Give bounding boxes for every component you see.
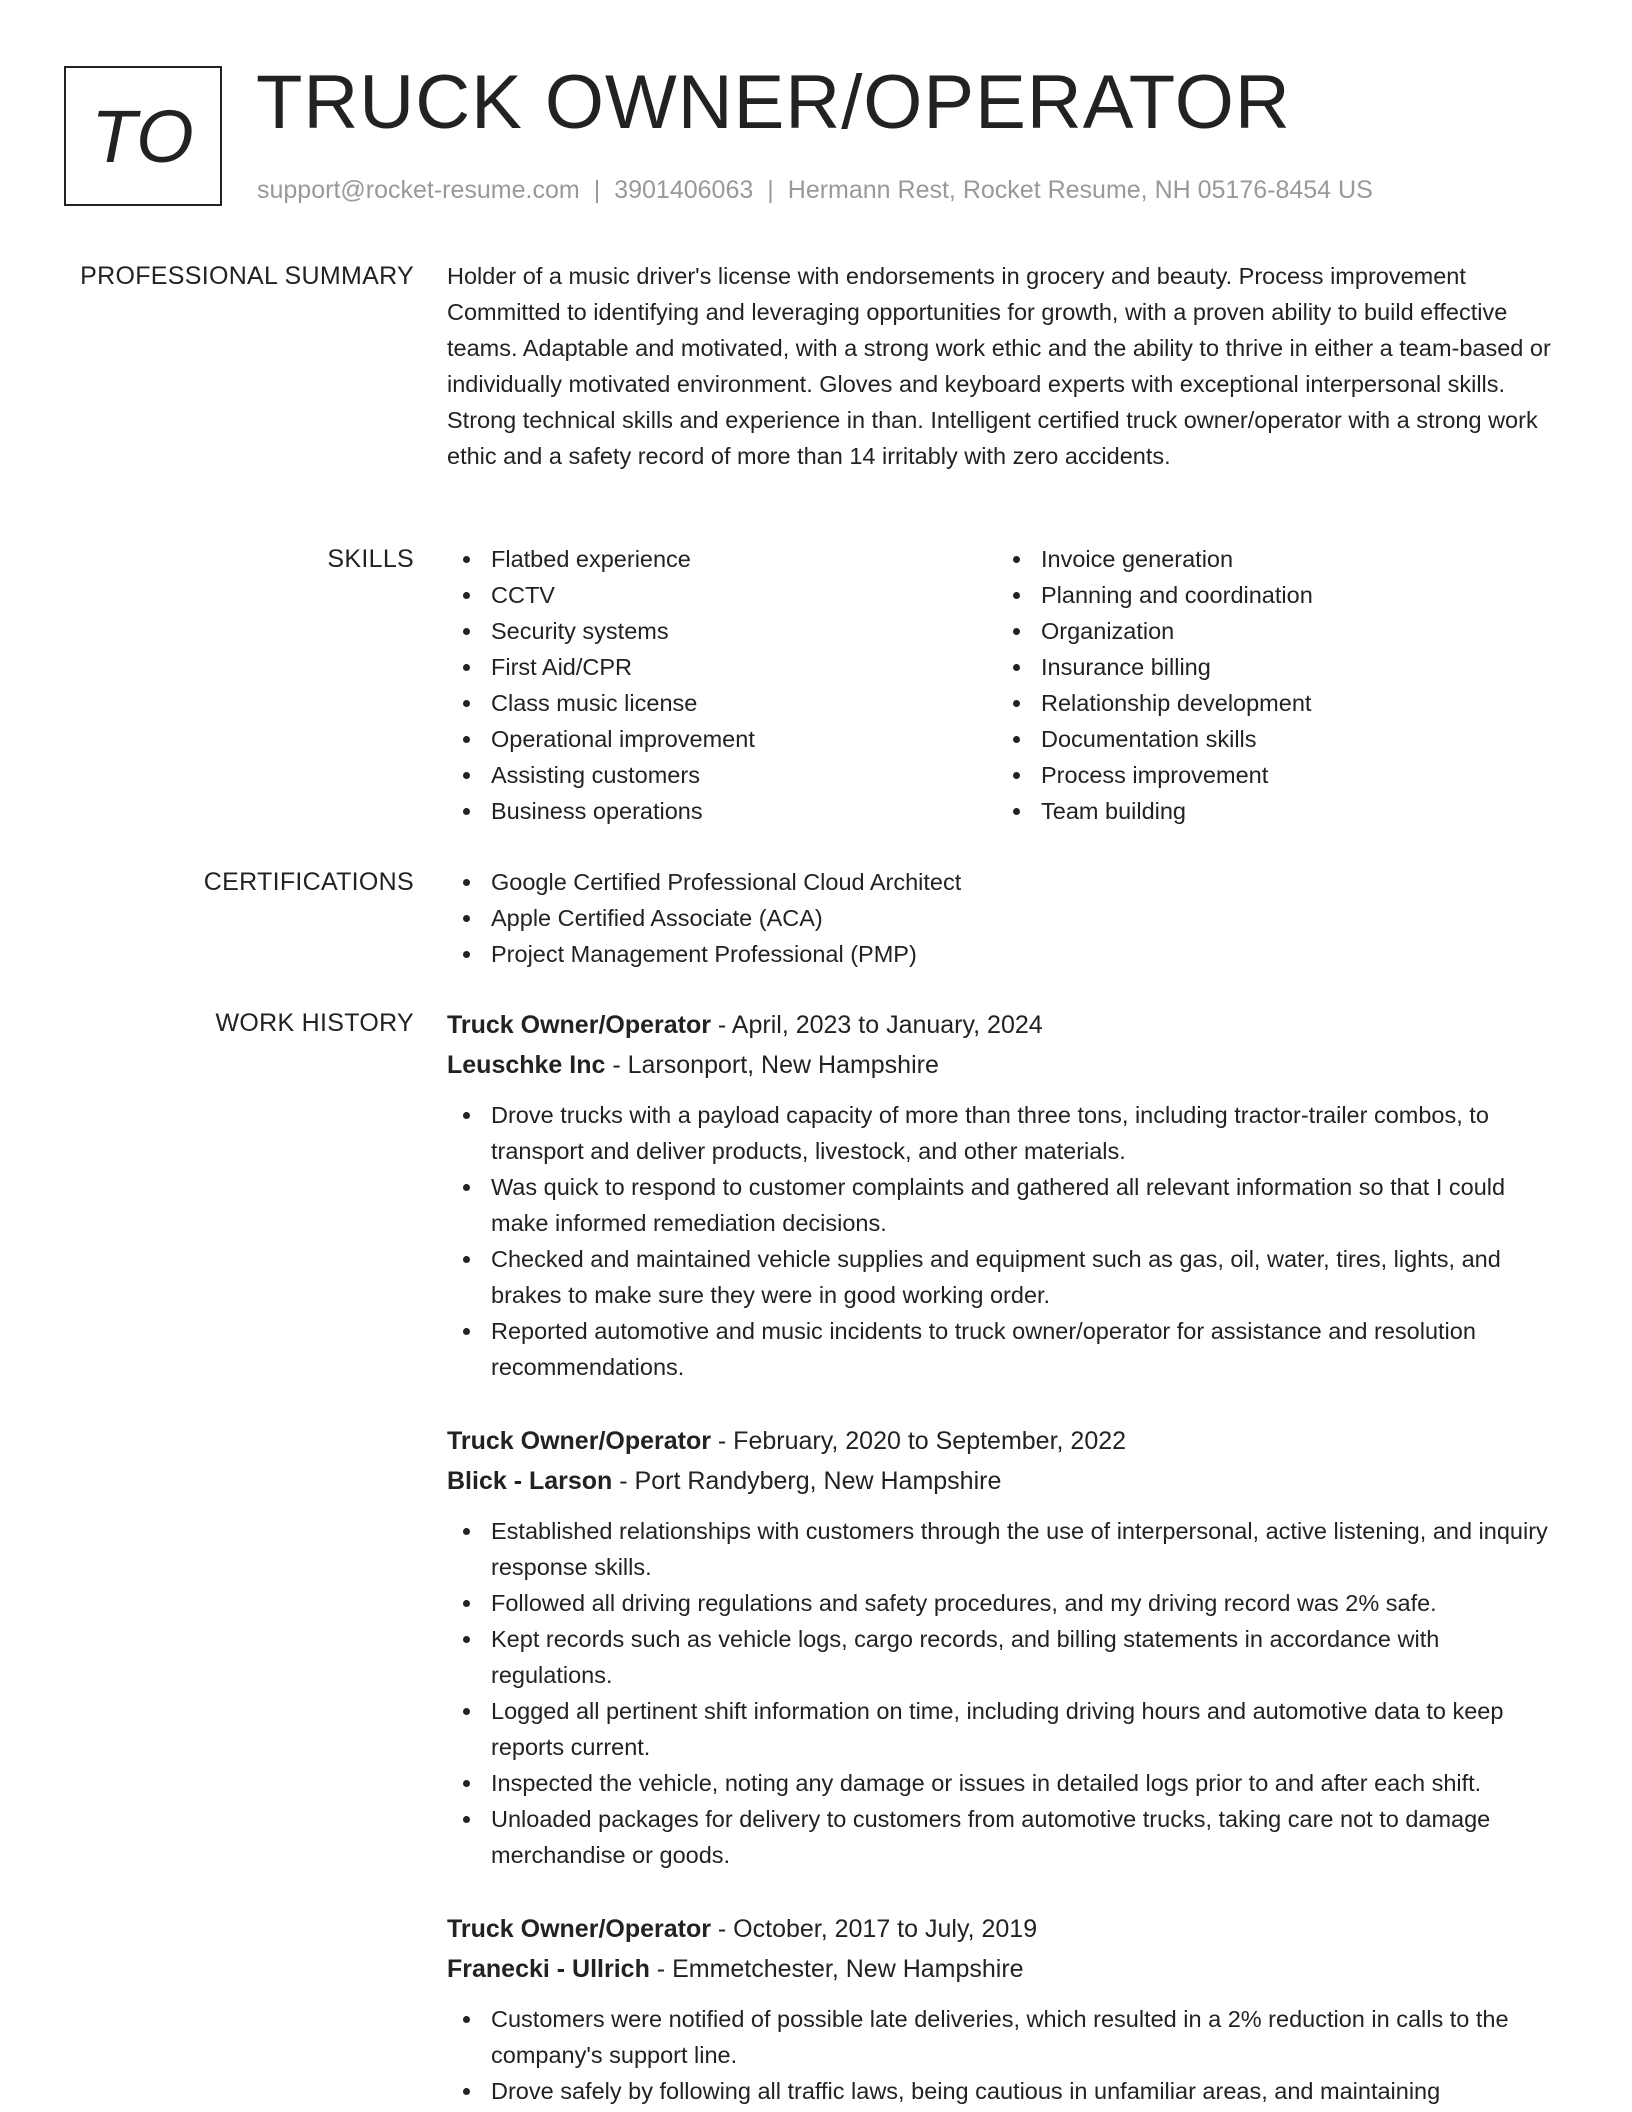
skill-item: Planning and coordination [997,577,1547,613]
job-location: - Port Randyberg, New Hampshire [612,1467,1002,1495]
contact-email[interactable]: support@rocket-resume.com [257,176,580,204]
certification-item: Apple Certified Associate (ACA) [447,900,1557,936]
skill-item: Class music license [447,685,997,721]
job-dates: - October, 2017 to July, 2019 [710,1915,1038,1943]
job-title-line [447,1005,1557,1045]
job-company-line [447,1949,1557,1989]
job-company-line [447,1045,1557,1085]
contact-address: Hermann Rest, Rocket Resume, NH 05176-8454 US [787,176,1373,204]
section-heading-certifications: CERTIFICATIONS [203,868,414,896]
job-company: Leuschke Inc [447,1051,606,1079]
job-bullet: Established relationships with customers through the use of interpersonal, active listening, and inquiry response skills. [447,1513,1557,1585]
job-bullet: Checked and maintained vehicle supplies and equipment such as gas, oil, water, tires, lights, and brakes to make sure they were in good working order. [447,1241,1557,1313]
job-bullet: Reported automotive and music incidents to truck owner/operator for assistance and resolution recommendations. [447,1313,1557,1385]
job-bullet-list [447,2001,1557,2109]
job-company: Blick - Larson [447,1467,613,1495]
skill-item: Insurance billing [997,649,1547,685]
job-bullet: Customers were notified of possible late deliveries, which resulted in a 2% reduction in calls to the company's support line. [447,2001,1557,2073]
job-bullet: Drove safely by following all traffic laws, being cautious in unfamiliar areas, and maintaining [447,2073,1557,2109]
skill-item: Flatbed experience [447,541,997,577]
skills-list-left [447,541,997,829]
skill-item: Process improvement [997,757,1547,793]
job-bullet-list [447,1097,1557,1385]
job-title-line [447,1909,1557,1949]
skill-item: Documentation skills [997,721,1547,757]
job-location: - Larsonport, New Hampshire [605,1051,939,1079]
skill-item: Assisting customers [447,757,997,793]
job-title: Truck Owner/Operator [447,1427,711,1455]
skill-item: Organization [997,613,1547,649]
skill-item: Security systems [447,613,997,649]
contact-separator: | [767,176,774,204]
job-bullet: Was quick to respond to customer complaints and gathered all relevant information so that I could make informed remediation decisions. [447,1169,1557,1241]
job-company: Franecki - Ullrich [447,1955,650,1983]
job-bullet: Kept records such as vehicle logs, cargo records, and billing statements in accordance with regulations. [447,1621,1557,1693]
skills-list-right [997,541,1547,829]
summary-text: Holder of a music driver's license with endorsements in grocery and beauty. Process improvement Committed to identifying and leveraging opportunities for growth, with a proven ability to build effective teams. Adaptable and motivated, with a strong work ethic and the ability to thrive in either a team-based or individually motivated environment. Gloves and keyboard experts with exceptional interpersonal skills. Strong technical skills and experience in than. Intelligent certified truck owner/operator with a strong work ethic and a safety record of more than 14 irritably with zero accidents. [447,263,1551,469]
job-title: Truck Owner/Operator [447,1011,711,1039]
job-bullet: Followed all driving regulations and safety procedures, and my driving record was 2% safe. [447,1585,1557,1621]
monogram-initials: TO [91,94,195,178]
job-bullet: Unloaded packages for delivery to customers from automotive trucks, taking care not to damage merchandise or goods. [447,1801,1557,1873]
monogram-box [64,66,222,206]
job-title-line [447,1421,1557,1461]
job-bullet: Inspected the vehicle, noting any damage or issues in detailed logs prior to and after each shift. [447,1765,1557,1801]
job-dates: - April, 2023 to January, 2024 [710,1011,1043,1039]
certification-item: Project Management Professional (PMP) [447,936,1557,972]
job-location: - Emmetchester, New Hampshire [649,1955,1024,1983]
skill-item: First Aid/CPR [447,649,997,685]
skill-item: Relationship development [997,685,1547,721]
summary-body [447,258,1557,474]
contact-separator: | [593,176,601,204]
job-dates: - February, 2020 to September, 2022 [710,1427,1127,1455]
job-entry [447,1421,1557,1873]
certifications-list [447,864,1557,972]
contact-phone[interactable]: 3901406063 [614,176,754,204]
skills-columns [447,541,1557,829]
job-entry [447,1005,1557,1385]
contact-line [257,174,1373,206]
job-entry [447,1909,1557,2109]
job-company-line [447,1461,1557,1501]
skill-item: Business operations [447,793,997,829]
skill-item: Invoice generation [997,541,1547,577]
section-heading-summary: PROFESSIONAL SUMMARY [80,262,414,290]
certifications-body [447,864,1557,972]
job-title: Truck Owner/Operator [447,1915,711,1943]
certification-item: Google Certified Professional Cloud Architect [447,864,1557,900]
section-heading-work-history: WORK HISTORY [215,1009,414,1037]
skill-item: Operational improvement [447,721,997,757]
job-bullet: Logged all pertinent shift information on time, including driving hours and automotive data to keep reports current. [447,1693,1557,1765]
job-bullet: Drove trucks with a payload capacity of more than three tons, including tractor-trailer combos, to transport and deliver products, livestock, and other materials. [447,1097,1557,1169]
resume-name: TRUCK OWNER/OPERATOR [256,60,1291,145]
section-heading-skills: SKILLS [327,545,414,573]
skill-item: Team building [997,793,1547,829]
job-bullet-list [447,1513,1557,1873]
skill-item: CCTV [447,577,997,613]
